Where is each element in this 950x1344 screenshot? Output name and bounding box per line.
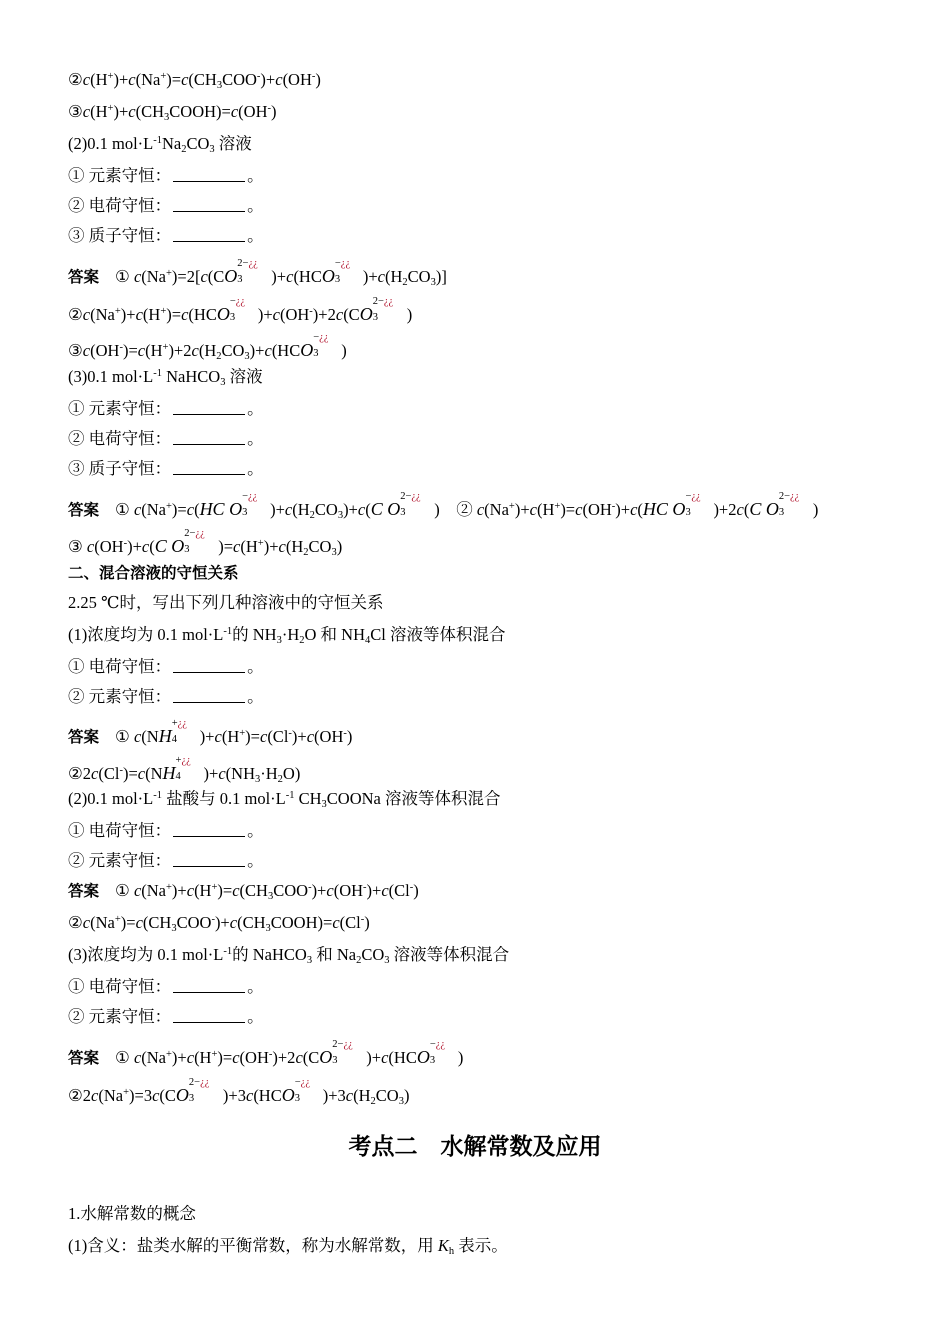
answer-nahco3-1: 答案 ① c(Na+)=c(HC O −¿¿ 3 )$+c(H_2CO_3)+c(C$ O 2−¿¿ 3 ) ② c(Na+)+c(H+)=c(OH-)+c(HC O −¿¿ 3 )+2c(C O 2−¿¿ 3 ) <box>68 491 819 521</box>
answer-blank[interactable] <box>173 852 245 867</box>
answer-label: 答案 <box>68 882 100 900</box>
subquestion-mixed-carbonate: (3)浓度均为 0.1 $mol\cdot L^{-1}$的 NaHCO$_3$ 和 $Na_2CO_3$ 溶液等体积混合 <box>68 945 510 966</box>
answer-blank[interactable] <box>173 822 245 837</box>
answer-blank[interactable] <box>173 978 245 993</box>
answer-nh3-2: ②2c(Cl-)=c(NH +¿¿ 4 )$+c(NH_3\cdot H_2O)$ <box>68 755 301 785</box>
answer-na2co3-1: 答案 ① c(Na+)=2[c(CO 2−¿¿ 3 )+c(HCO −¿¿ 3 )$+c(H_2CO_3)$] <box>68 258 447 288</box>
subquestion-na2co3: (2)0.1 $mol\cdot L^{-1}Na_2CO_3$ 溶液 <box>68 134 252 155</box>
blank-proton: ③ 质子守恒： 。 <box>68 226 264 245</box>
answer-label: 答案 <box>68 728 100 746</box>
blank-charge: ① 电荷守恒： 。 <box>68 977 264 996</box>
answer-nh3-1: 答案 ① c(NH +¿¿ 4 )+c(H+)=c(Cl-)+c(OH-) <box>68 718 353 746</box>
blank-charge: ② 电荷守恒： 。 <box>68 429 264 448</box>
blank-element: ② 元素守恒： 。 <box>68 851 264 870</box>
eq-line-proton: $③c(H^+)+c(CH_3COOH)=c(OH^-)$ <box>68 102 277 123</box>
answer-blank[interactable] <box>173 167 245 182</box>
answer-blank[interactable] <box>173 400 245 415</box>
answer-blank[interactable] <box>173 430 245 445</box>
answer-hcl-1: 答案 ① $c(Na^+)+c(H^+)=c(CH_3COO^-)+c(OH^-)+c(Cl^-)$ <box>68 881 419 902</box>
answer-hcl-2: $②c(Na^+)=c(CH_3COO^-)+c(CH_3COOH)=c(Cl^-)$ <box>68 913 370 934</box>
answer-blank[interactable] <box>173 688 245 703</box>
answer-blank[interactable] <box>173 658 245 673</box>
answer-blank[interactable] <box>173 460 245 475</box>
blank-element: ① 元素守恒： 。 <box>68 166 264 185</box>
subquestion-nh3: (1)浓度均为 0.1 $mol\cdot L^{-1}$的 $NH_3\cdot H_2O$ 和 $NH_4Cl$ 溶液等体积混合 <box>68 625 506 646</box>
section-title: 考点二 水解常数及应用 <box>348 1134 602 1160</box>
answer-blank[interactable] <box>173 227 245 242</box>
subquestion-nahco3: (3)0.1 $mol\cdot L^{-1}$ NaHCO$_3$ 溶液 <box>68 367 263 388</box>
blank-charge: ① 电荷守恒： 。 <box>68 657 264 676</box>
answer-blank[interactable] <box>173 197 245 212</box>
answer-label: 答案 <box>68 1049 100 1067</box>
blank-element: ② 元素守恒： 。 <box>68 1007 264 1026</box>
section-heading-mixed: 二、混合溶液的守恒关系 <box>68 564 239 582</box>
concept-heading: 1.水解常数的概念 <box>68 1204 196 1223</box>
blank-element: ① 元素守恒： 。 <box>68 399 264 418</box>
blank-charge: ① 电荷守恒： 。 <box>68 821 264 840</box>
answer-label: 答案 <box>68 501 100 519</box>
blank-proton: ③ 质子守恒： 。 <box>68 459 264 478</box>
eq-line-charge: $②c(H^+)+c(Na^+)=c(CH_3COO^-)+c(OH^-)$ <box>68 70 321 91</box>
answer-label: 答案 <box>68 268 100 286</box>
subquestion-hcl: (2)0.1 $mol\cdot L^{-1}$ 盐酸与 0.1 $mol\cdot L^{-1}$ $CH_3COONa$ 溶液等体积混合 <box>68 789 501 810</box>
blank-charge: ② 电荷守恒： 。 <box>68 196 264 215</box>
answer-blank[interactable] <box>173 1008 245 1023</box>
answer-na2co3-2: ②c(Na+)+c(H+)=c(HCO −¿¿ 3 )+c(OH-)+2c(CO 2−¿¿ 3 ) <box>68 296 413 324</box>
answer-mixed-2: ②2c(Na+)=3c(CO 2−¿¿ 3 )+3c(HCO −¿¿ 3 )$+3c(H_2CO_3)$ <box>68 1077 410 1107</box>
answer-mixed-1: 答案 ① c(Na+)+c(H+)=c(OH-)+2c(CO 2−¿¿ 3 )+c(HCO −¿¿ 3 ) <box>68 1039 464 1067</box>
answer-nahco3-3: ③ c(OH-)+c(C O 2−¿¿ 3 )$=c(H^+)+c(H_2CO_3)$ <box>68 528 343 558</box>
answer-na2co3-3: $③c(OH^-)=c(H^+)+2c(H_2CO_3)+c(HCO$ −¿¿ 3 ) <box>68 332 347 362</box>
question-2-intro: 2.25 ℃时，写出下列几种溶液中的守恒关系 <box>68 593 384 612</box>
blank-element: ② 元素守恒： 。 <box>68 687 264 706</box>
definition-line: (1)含义：盐类水解的平衡常数，称为水解常数，用 $K_h$ 表示。 <box>68 1236 508 1257</box>
